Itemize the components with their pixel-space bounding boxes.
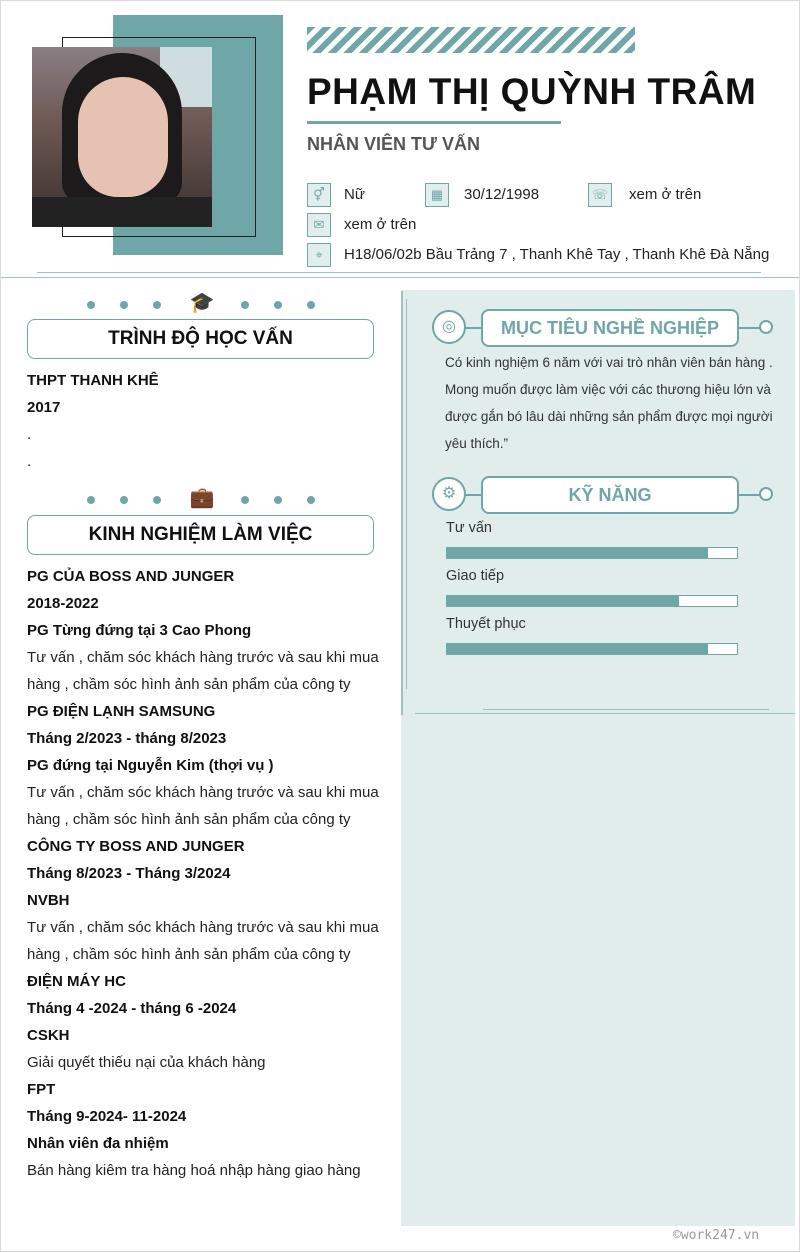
skill-bar [446,643,738,655]
education-school: THPT THANH KHÊ [27,372,159,389]
location-pin-icon: ⌖ [307,243,331,267]
graduation-cap-icon: 🎓 [189,292,215,314]
education-line: . [27,426,32,443]
gender-value: Nữ [344,186,365,203]
target-icon: ◎ [432,310,466,344]
header-divider [1,277,799,278]
experience-line: Tháng 2/2023 - tháng 8/2023 [27,730,227,747]
phone-value: xem ở trên [629,186,702,203]
candidate-name: PHẠM THỊ QUỲNH TRÂM [307,71,757,112]
experience-line: PG CỦA BOSS AND JUNGER [27,568,235,585]
experience-line: Bán hàng kiêm tra hàng hoá nhập hàng giao hàng [27,1162,361,1179]
experience-line: CSKH [27,1027,70,1044]
experience-line: CÔNG TY BOSS AND JUNGER [27,838,245,855]
experience-line: Tư vấn , chăm sóc khách hàng trước và sau khi mua [27,919,379,936]
experience-line: ĐIỆN MÁY HC [27,973,126,990]
email-value: xem ở trên [344,216,417,233]
experience-line: NVBH [27,892,70,909]
skill-bar [446,595,738,607]
gender-icon: ⚥ [307,183,331,207]
watermark: ©work247.vn [673,1228,760,1243]
calendar-icon: ▦ [425,183,449,207]
skill-label: Giao tiếp [446,568,505,584]
experience-line: Tháng 9-2024- 11-2024 [27,1108,187,1125]
experience-line: FPT [27,1081,56,1098]
experience-line: PG ĐIỆN LẠNH SAMSUNG [27,703,216,720]
right-divider [415,713,795,714]
column-divider-inner [406,299,407,689]
envelope-icon: ✉ [307,213,331,237]
experience-line: 2018-2022 [27,595,99,612]
briefcase-icon: 💼 [189,487,215,509]
objective-heading: MỤC TIÊU NGHỀ NGHIỆP [481,309,739,347]
experience-heading: KINH NGHIỆM LÀM VIỆC [27,515,374,555]
experience-divider-dots [87,487,317,510]
experience-line: hàng , chầm sóc hình ảnh sản phẩm của công ty [27,946,351,963]
education-divider-dots [87,292,317,315]
education-heading: TRÌNH ĐỘ HỌC VẤN [27,319,374,359]
avatar [32,47,212,227]
skill-label: Thuyết phục [446,616,526,632]
education-line: . [27,453,32,470]
experience-line: Nhân viên đa nhiệm [27,1135,169,1152]
name-underline [307,121,561,124]
phone-icon: ☏ [588,183,612,207]
experience-line: hàng , chầm sóc hình ảnh sản phẩm của công ty [27,676,351,693]
decorative-stripes [307,27,635,53]
experience-line: Giải quyết thiếu nại của khách hàng [27,1054,266,1071]
objective-text: Có kinh nghiệm 6 năm với vai trò nhân viên bán hàng . Mong muốn được làm việc với các thương hiệu lớn và được gắn bó lâu dài những sản phẩm được mọi người yêu thích.” [445,355,773,451]
experience-line: Tư vấn , chăm sóc khách hàng trước và sau khi mua [27,784,379,801]
experience-line: Tư vấn , chăm sóc khách hàng trước và sau khi mua [27,649,379,666]
experience-line: Tháng 4 -2024 - tháng 6 -2024 [27,1000,237,1017]
skill-bar [446,547,738,559]
education-year: 2017 [27,399,61,416]
experience-line: PG Từng đứng tại 3 Cao Phong [27,622,252,639]
right-divider-inner [483,709,769,710]
experience-line: Tháng 8/2023 - Tháng 3/2024 [27,865,231,882]
skill-label: Tư vấn [446,520,492,536]
experience-line: hàng , chầm sóc hình ảnh sản phẩm của công ty [27,811,351,828]
job-title: NHÂN VIÊN TƯ VẤN [307,134,480,154]
gear-icon: ⚙ [432,477,466,511]
address-value: H18/06/02b Bầu Trảng 7 , Thanh Khê Tay , Thanh Khê Đà Nẵng [344,246,770,263]
experience-line: PG đứng tại Nguyễn Kim (thợi vụ ) [27,757,274,774]
skills-heading: KỸ NĂNG [481,476,739,514]
header-divider-inner [37,272,761,273]
birthday-value: 30/12/1998 [464,186,540,203]
column-divider [401,291,403,715]
